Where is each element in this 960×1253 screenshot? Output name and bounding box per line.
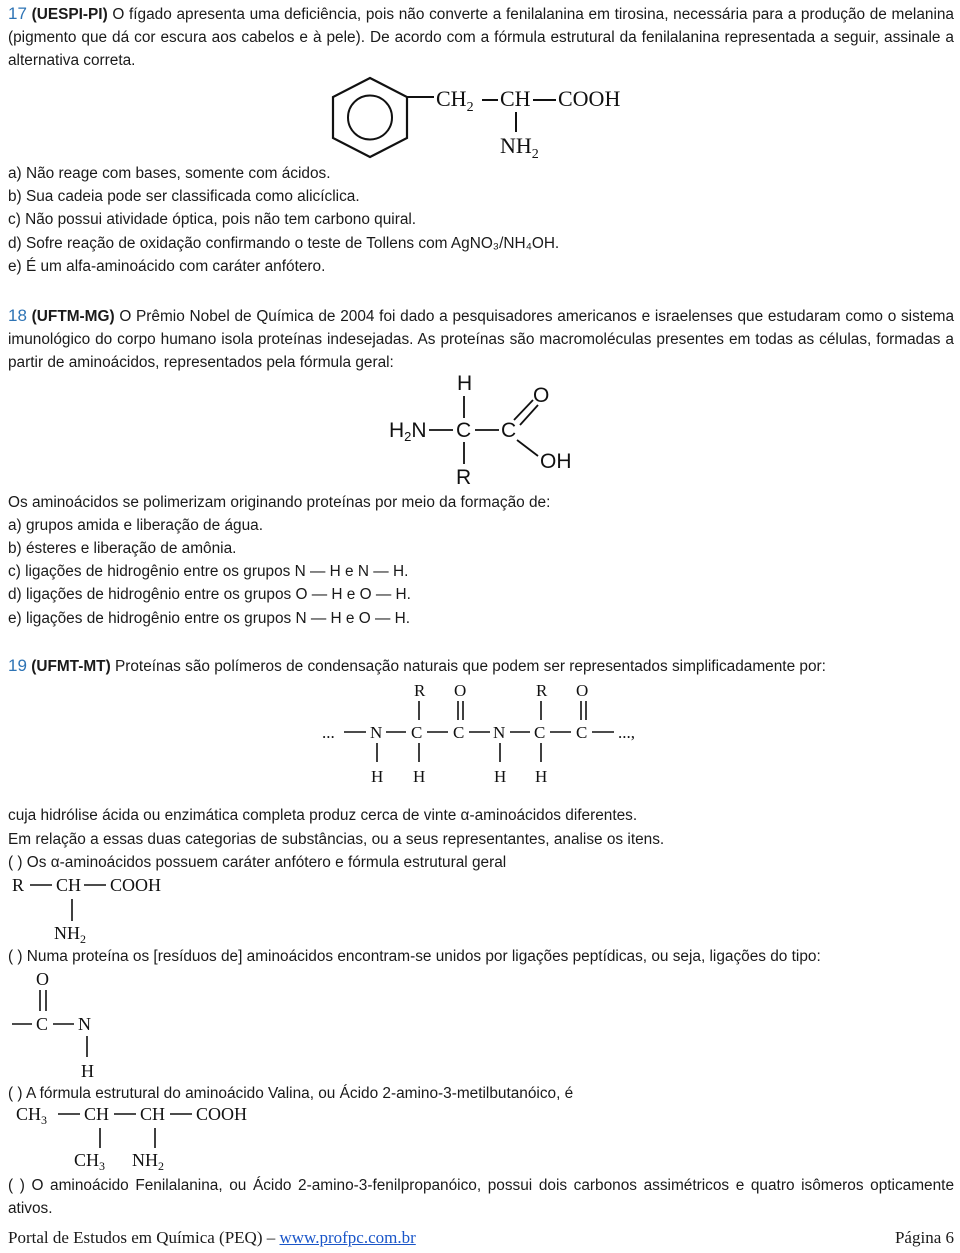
q19-statement (8, 654, 954, 678)
q19-item-4[interactable]: ( ) O aminoácido Fenilalanina, ou Ácido 2-amino-3-fenilpropanóico, possui dois carbonos assimétricos e quatro isômeros opticamente ativos. (8, 1177, 954, 1218)
general-amino-acid-formula (10, 873, 190, 945)
chain-c2: C (453, 723, 465, 742)
amino-acid-general-formula (385, 370, 585, 490)
q17-stem: O fígado apresenta uma deficiência, pois não converte a fenilalanina em tirosina, necessária para a produção de melanina (pigmento que dá cor escura aos cabelos e à pele). De acordo com a fórmula estrutural da fenilalanina representada a seguir, assinale a alternativa correta. (8, 6, 954, 70)
chain-c4: C (576, 723, 588, 742)
ch2-group: $CH_2$ (436, 86, 474, 115)
chain-h3: H (494, 767, 507, 786)
f3-ch3-branch: $CH_3$ (74, 1150, 106, 1173)
cooh-group: COOH (558, 86, 621, 111)
q19-number: 19 (8, 656, 27, 675)
q18-source: (UFTM-MG) (31, 308, 115, 325)
f2-n: N (78, 1014, 91, 1034)
chain-end-dots: ..., (618, 723, 635, 742)
chain-c1: C (411, 723, 423, 742)
f1-nh2: $NH_2$ (54, 923, 86, 946)
footer-page-number: Página 6 (894, 1228, 954, 1247)
f2-c: C (36, 1014, 49, 1034)
q17-option-b[interactable]: b) Sua cadeia pode ser classificada como alicíclica. (8, 188, 360, 205)
nh2-group: $NH_2$ (500, 133, 539, 162)
q19-item-2[interactable]: ( ) Numa proteína os [resíduos de] aminoácidos encontram-se unidos por ligações peptídicas, ou seja, ligações do tipo: (8, 948, 821, 965)
chain-o1: O (454, 681, 467, 700)
chain-start-dots: ... (322, 723, 335, 742)
q17-option-c[interactable]: c) Não possui atividade óptica, pois não tem carbono quiral. (8, 211, 417, 228)
f3-ch3: $CH_3$ (16, 1104, 48, 1127)
f3-cooh: COOH (196, 1104, 248, 1124)
q17-option-d[interactable]: d) Sofre reação de oxidação confirmando o teste de Tollens com AgNO₃/NH₄OH. (8, 235, 560, 252)
q19-source: (UFMT-MT) (31, 658, 111, 675)
protein-chain-formula (322, 680, 662, 790)
q19-text-1: cuja hidrólise ácida ou enzimática completa produz cerca de vinte α-aminoácidos diferentes. (8, 807, 638, 824)
peptide-bond-formula (10, 967, 120, 1082)
chain-h1: H (371, 767, 384, 786)
h-atom: H (457, 372, 473, 395)
q18-option-b[interactable]: b) ésteres e liberação de amônia. (8, 540, 237, 557)
h2n-group: H2N (389, 419, 427, 444)
f1-cooh: COOH (110, 875, 162, 895)
f3-nh2: $NH_2$ (132, 1150, 164, 1173)
q18-statement (8, 304, 954, 375)
chain-h4: H (535, 767, 548, 786)
f3-ch2: CH (140, 1104, 166, 1124)
alpha-carbon: C (456, 419, 472, 442)
chain-r2: R (536, 681, 548, 700)
q18-number: 18 (8, 306, 27, 325)
q19-stem: Proteínas são polímeros de condensação naturais que podem ser representados simplificadamente por: (114, 658, 826, 675)
valine-formula (14, 1102, 248, 1174)
q19-item-3[interactable]: ( ) A fórmula estrutural do aminoácido Valina, ou Ácido 2-amino-3-metilbutanóico, é (8, 1085, 574, 1102)
phenylalanine-formula (330, 76, 650, 166)
oxygen-atom: O (533, 384, 550, 407)
q19-text-2: Em relação a essas duas categorias de substâncias, ou a seus representantes, analise os itens. (8, 831, 665, 848)
q17-number: 17 (8, 4, 27, 23)
footer-portal-name: Portal de Estudos em Química (PEQ) – (8, 1228, 276, 1247)
footer-left (8, 1226, 416, 1250)
f1-r: R (12, 875, 25, 895)
q19-item-1[interactable]: ( ) Os α-aminoácidos possuem caráter anfótero e fórmula estrutural geral (8, 854, 507, 871)
f2-h: H (81, 1061, 94, 1081)
chain-n2: N (493, 723, 506, 742)
q18-option-e[interactable]: e) ligações de hidrogênio entre os grupos N — H e O — H. (8, 610, 411, 627)
f3-ch1: CH (84, 1104, 110, 1124)
f2-o: O (36, 969, 49, 989)
chain-n1: N (370, 723, 383, 742)
chain-o2: O (576, 681, 589, 700)
chain-h2: H (413, 767, 426, 786)
chain-c3: C (534, 723, 546, 742)
q17-statement (8, 2, 954, 73)
q17-source: (UESPI-PI) (31, 6, 108, 23)
q17-option-e[interactable]: e) É um alfa-aminoácido com caráter anfótero. (8, 258, 326, 275)
q18-stem: O Prêmio Nobel de Química de 2004 foi dado a pesquisadores americanos e israelenses que estudaram como o sistema imunológico do corpo humano isola proteínas indesejadas. As proteínas são macromoléculas presentes em todas as células, formadas a partir de aminoácidos, representados pela fórmula geral: (8, 308, 955, 372)
r-group: R (456, 466, 472, 489)
q18-option-a[interactable]: a) grupos amida e liberação de água. (8, 517, 263, 534)
q18-option-d[interactable]: d) ligações de hidrogênio entre os grupos O — H e O — H. (8, 586, 411, 603)
page-footer (8, 1226, 954, 1250)
chain-r1: R (414, 681, 426, 700)
q17-option-a[interactable]: a) Não reage com bases, somente com ácidos. (8, 165, 331, 182)
ch-group: CH (500, 86, 531, 111)
footer-website-link[interactable]: www.profpc.com.br (279, 1228, 416, 1247)
q18-question: Os aminoácidos se polimerizam originando proteínas por meio da formação de: (8, 494, 551, 511)
q18-option-c[interactable]: c) ligações de hidrogênio entre os grupos N — H e N — H. (8, 563, 409, 580)
hydroxyl-group: OH (540, 450, 572, 473)
f1-ch: CH (56, 875, 82, 895)
carboxyl-carbon: C (501, 419, 517, 442)
